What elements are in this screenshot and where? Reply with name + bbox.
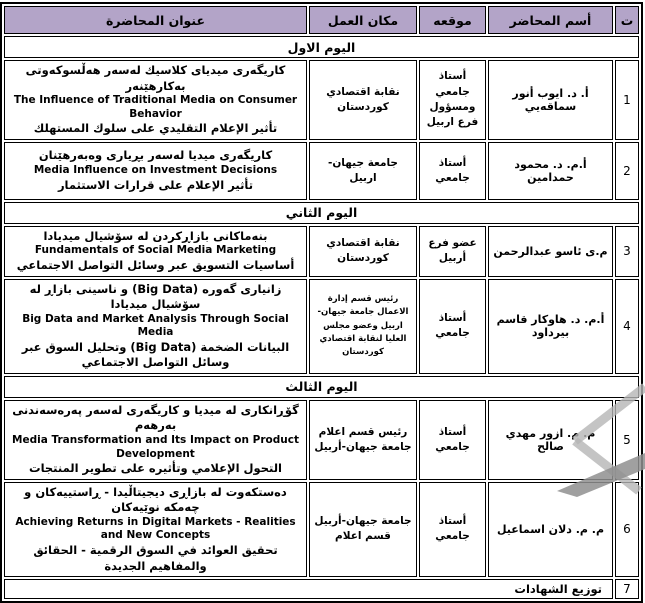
lecture-title-kurdish: دەستكەوت لە بازاڕی دیجیتاڵیدا - ڕاستییەكان و چەمكە نوێیەكان (24, 484, 287, 515)
lecturer-workplace: جامعة جيهان-أربيل قسم اعلام (309, 482, 417, 577)
table-row (4, 482, 639, 577)
lecturer-name: أ.م. د. محمود حمدامين (488, 142, 613, 200)
lecture-title-arabic: أساسيات التسويق عبر وسائل التواصل الاجتماعي (16, 257, 295, 272)
lecturer-position: أستاذ جامعي (419, 279, 486, 374)
lecturer-workplace: نقابة اقتصادي كوردستان (309, 226, 417, 277)
header-lecture-title: عنوان المحاضرة (4, 6, 307, 34)
row-number: 3 (615, 226, 639, 277)
day-band-1 (4, 36, 639, 58)
lecture-title (4, 60, 307, 140)
lecture-title-english: Big Data and Market Analysis Through Social Media (22, 312, 289, 339)
lecture-title-english: Media Influence on Investment Decisions (33, 164, 278, 176)
lecturer-position: أستاذ جامعي (419, 142, 486, 200)
lecture-title-english: Achieving Returns in Digital Markets - Realities and New Concepts (15, 515, 296, 542)
certificates-distribution-label: توزيع الشهادات (4, 579, 613, 599)
lecture-title-kurdish: كاریگەری میدیای كلاسیك لەسەر هەڵسوكەوتی بەكارهێنەر (25, 63, 286, 93)
lecture-title-arabic: تحقيق العوائد في السوق الرقمية - الحقائق والمفاهيم الجديدة (33, 542, 278, 573)
lecture-title-kurdish: كاریگەری میدیا لەسەر بڕیاری وەبەرهێنان (38, 148, 273, 163)
row-number: 7 (615, 579, 639, 599)
lecture-schedule-table (0, 2, 643, 603)
day-band-3 (4, 376, 639, 398)
header-workplace: مكان العمل (309, 6, 417, 34)
lecturer-name: أ. د. ايوب أنور سماقەيي (488, 60, 613, 140)
lecture-title-english: The Influence of Traditional Media on Consumer Behavior (13, 94, 298, 120)
row-number: 6 (615, 482, 639, 577)
table-row (4, 279, 639, 374)
lecture-title-kurdish: زانیاری گەورە (Big Data) و ناسینی بازاڕ لە سۆشیال میدیادا (29, 281, 282, 312)
header-position: موقعه (419, 6, 486, 34)
lecturer-name: م.ى ئاسو عبدالرحمن (488, 226, 613, 277)
lecture-title-english: Media Transformation and Its Impact on Product Development (12, 433, 299, 460)
day-band-1-label: اليوم الاول (4, 36, 639, 58)
lecture-title-arabic: تأثير الإعلام التقليدي على سلوك المستهلك (33, 121, 278, 136)
lecture-title-arabic: تأثير الإعلام على قرارات الاستثمار (57, 177, 254, 192)
day-band-2 (4, 202, 639, 224)
lecturer-position: عضو فرع أربيل (419, 226, 486, 277)
lecturer-name: م. م. ازور مهدي صالح (488, 400, 613, 480)
day-band-2-label: اليوم الثاني (4, 202, 639, 224)
day-band-3-label: اليوم الثالث (4, 376, 639, 398)
lecture-title-arabic: البيانات الضخمة (Big Data) وتحليل السوق عبر وسائل التواصل الاجتماعي (21, 339, 290, 370)
table-row (4, 579, 639, 599)
lecturer-workplace: رئيس قسم اعلام جامعة جيهان-أربيل (309, 400, 417, 480)
lecture-title (4, 226, 307, 277)
lecture-title-english: Fundamentals of Social Media Marketing (34, 244, 277, 257)
lecturer-position: أستاذ جامعي (419, 482, 486, 577)
table-row (4, 400, 639, 480)
lecturer-workplace: رئيس قسم إدارة الاعمال جامعة جيهان- اربيل وعضو مجلس العليا لنقابة اقتصادي كوردستان (309, 279, 417, 374)
row-number: 5 (615, 400, 639, 480)
lecture-title (4, 142, 307, 200)
row-number: 4 (615, 279, 639, 374)
row-number: 2 (615, 142, 639, 200)
lecture-title (4, 400, 307, 480)
lecture-title-arabic: التحول الإعلامي وتأثيره على تطوير المنتجات (29, 461, 282, 476)
header-lecturer-name: أسم المحاضر (488, 6, 613, 34)
lecturer-name: أ.م. د. هاوكار قاسم بيرداود (488, 279, 613, 374)
table-row (4, 226, 639, 277)
table-header-row (4, 6, 639, 34)
lecturer-position: أستاذ جامعي ومسؤول فرع اربيل (419, 60, 486, 140)
lecturer-workplace: جامعة جيهان- اربيل (309, 142, 417, 200)
table-row (4, 60, 639, 140)
lecturer-workplace: نقابة اقتصادي كوردستان (309, 60, 417, 140)
lecturer-position: أستاذ جامعي (419, 400, 486, 480)
row-number: 1 (615, 60, 639, 140)
header-no: ت (615, 6, 639, 34)
table-row (4, 142, 639, 200)
lecturer-name: م. م. دلان اسماعيل (488, 482, 613, 577)
lecture-title (4, 482, 307, 577)
lecture-title-kurdish: بنەماكانی بازاڕكردن لە سۆشیال میدیادا (43, 228, 268, 243)
lecture-title-kurdish: گۆڕانكاری لە میدیا و كاریگەری لەسەر پەرەسەندنی بەرهەم (12, 402, 299, 433)
lecture-schedule-document (2, 0, 645, 597)
lecture-title (4, 279, 307, 374)
